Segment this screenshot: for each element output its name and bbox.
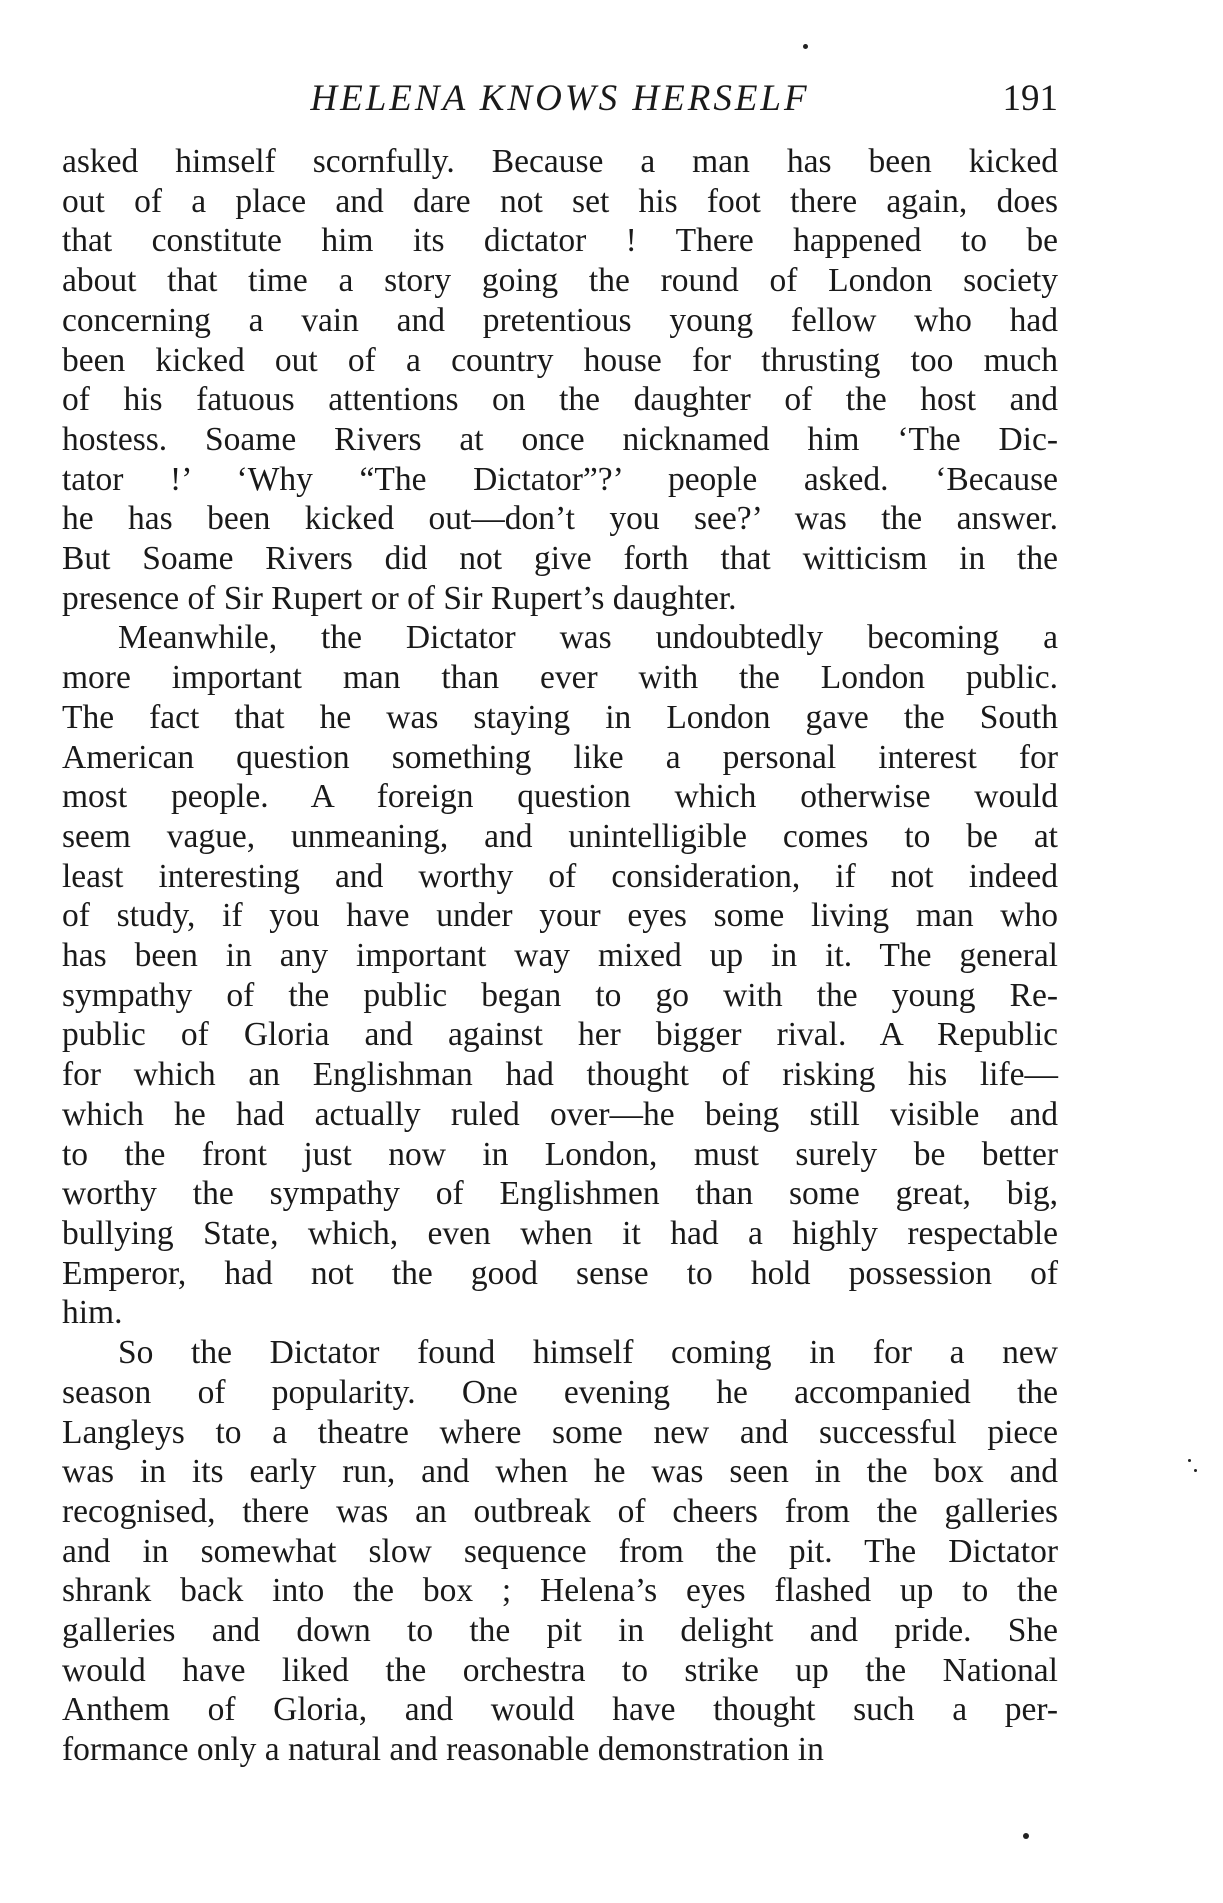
text-line: The fact that he was staying in London gave the South [62,698,1058,736]
text-line: least interesting and worthy of consideration, if not indeed [62,857,1058,895]
text-line: that constitute him its dictator ! There happened to be [62,222,1058,260]
text-line: and in somewhat slow sequence from the pit. The Dictator [62,1532,1058,1570]
text-line: shrank back into the box ; Helena’s eyes flashed up to the [62,1572,1058,1610]
text-line: was in its early run, and when he was seen in the box and [62,1453,1058,1491]
text-line: Anthem of Gloria, and would have thought such a per- [62,1691,1058,1729]
running-head [62,74,1058,124]
text-line: out of a place and dare not set his foot there again, does [62,182,1058,220]
text-line: he has been kicked out—don’t you see?’ was the answer. [62,500,1058,538]
text-line: Langleys to a theatre where some new and successful piece [62,1413,1058,1451]
text-line: tator !’ ‘Why “The Dictator”?’ people asked. ‘Because [62,460,1058,498]
text-line: Emperor, had not the good sense to hold possession of [62,1254,1058,1292]
text-line: been kicked out of a country house for thrusting too much [62,341,1058,379]
print-speck [1194,1469,1197,1472]
text-line: galleries and down to the pit in delight and pride. She [62,1612,1058,1650]
text-line: recognised, there was an outbreak of cheers from the galleries [62,1492,1058,1530]
text-line: Meanwhile, the Dictator was undoubtedly becoming a [118,619,1058,657]
text-line: But Soame Rivers did not give forth that witticism in the [62,540,1058,578]
text-line: hostess. Soame Rivers at once nicknamed him ‘The Dic- [62,420,1058,458]
text-line: public of Gloria and against her bigger rival. A Republic [62,1016,1058,1054]
text-line: seem vague, unmeaning, and unintelligible comes to be at [62,817,1058,855]
text-line: him. [62,1294,123,1332]
running-title: HELENA KNOWS HERSELF [310,78,810,119]
text-line: about that time a story going the round of London society [62,262,1058,300]
text-line: sympathy of the public began to go with the young Re- [62,976,1058,1014]
text-line: which he had actually ruled over—he being still visible and [62,1095,1058,1133]
page-number: 191 [1002,78,1058,119]
text-line: of study, if you have under your eyes some living man who [62,897,1058,935]
text-line: asked himself scornfully. Because a man has been kicked [62,143,1058,180]
text-line: has been in any important way mixed up in it. The general [62,937,1058,975]
print-speck [1023,1833,1029,1839]
text-line: more important man than ever with the London public. [62,659,1058,697]
text-line: most people. A foreign question which otherwise would [62,778,1058,816]
print-speck [803,44,808,49]
paragraph [62,142,1058,618]
text-line: season of popularity. One evening he accompanied the [62,1373,1058,1411]
paragraph [62,618,1058,1333]
text-line: of his fatuous attentions on the daughter of the host and [62,381,1058,419]
text-line: So the Dictator found himself coming in for a new [118,1334,1058,1372]
text-line: concerning a vain and pretentious young fellow who had [62,301,1058,339]
text-line: would have liked the orchestra to strike up the National [62,1651,1058,1689]
paragraph [62,1333,1058,1770]
text-line: presence of Sir Rupert or of Sir Rupert’s daughter. [62,579,737,617]
text-line: American question something like a personal interest for [62,738,1058,776]
body-text [62,142,1058,1770]
text-line: formance only a natural and reasonable demonstration in [62,1731,824,1769]
text-line: to the front just now in London, must surely be better [62,1135,1058,1173]
print-speck [1188,1459,1191,1462]
text-line: for which an Englishman had thought of risking his life— [62,1056,1058,1094]
text-line: bullying State, which, even when it had a highly respectable [62,1214,1058,1252]
text-line: worthy the sympathy of Englishmen than some great, big, [62,1175,1058,1213]
